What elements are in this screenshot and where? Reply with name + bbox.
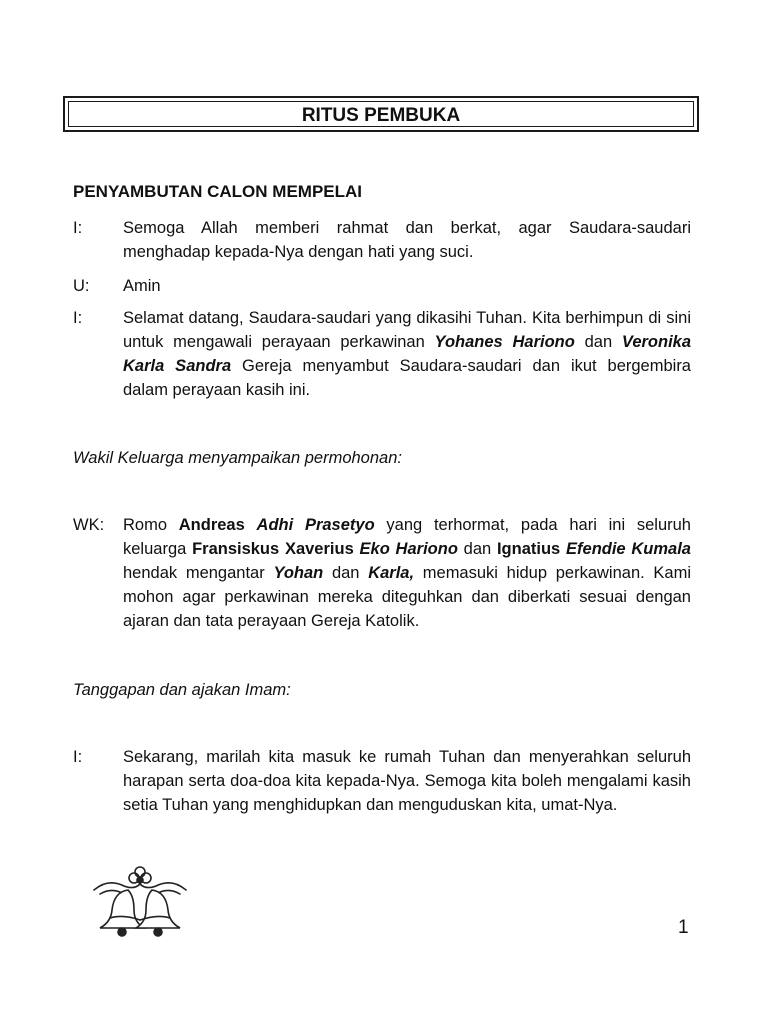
dialogue-line — [73, 216, 691, 264]
family1-first-name: Fransiskus Xaverius — [192, 540, 354, 558]
bride-name: Veronika Karla Sandra — [123, 333, 692, 375]
bride-short-name: Karla, — [368, 564, 415, 582]
priest-first-name: Andreas — [178, 516, 245, 534]
text-run: Selamat datang, Saudara-saudari yang dikasihi Tuhan. Kita berhimpun di sini untuk mengawali perayaan perkawinan — [123, 309, 691, 351]
family2-last-name: Efendie Kumala — [566, 540, 691, 558]
dialogue-text: Sekarang, marilah kita masuk ke rumah Tuhan dan menyerahkan seluruh harapan serta doa-doa kita kepada-Nya. Semoga kita boleh mengalami kasih setia Tuhan yang menghidupkan dan menguduskan kita, umat-Nya. — [123, 748, 691, 814]
dialogue-text — [123, 513, 691, 633]
rubric-priest: Tanggapan dan ajakan Imam: — [73, 681, 291, 699]
priest-last-name: Adhi Prasetyo — [256, 516, 375, 534]
groom-short-name: Yohan — [273, 564, 324, 582]
text-run: dan — [574, 333, 622, 351]
speaker-label: I: — [73, 748, 83, 766]
section-heading: PENYAMBUTAN CALON MEMPELAI — [73, 182, 363, 201]
speaker-label: I: — [73, 219, 83, 237]
page-title: RITUS PEMBUKA — [68, 101, 694, 127]
dialogue-text — [123, 306, 691, 402]
text-run: dan — [323, 564, 369, 582]
rubric-family: Wakil Keluarga menyampaikan permohonan: — [73, 449, 402, 467]
speaker-label: I: — [73, 309, 83, 327]
text-run: hendak mengantar — [123, 564, 274, 582]
dialogue-line — [73, 513, 691, 633]
dialogue-text: Semoga Allah memberi rahmat dan berkat, agar Saudara-saudari menghadap kepada-Nya dengan hati yang suci. — [123, 219, 691, 261]
speaker-label: U: — [73, 277, 90, 295]
dialogue-line — [73, 274, 691, 298]
groom-name: Yohanes Hariono — [434, 333, 575, 351]
text-run: Romo — [123, 516, 179, 534]
title-box — [63, 96, 699, 132]
text-run: dan — [457, 540, 497, 558]
text-run: Gereja menyambut Saudara-saudari dan ikut bergembira dalam perayaan kasih ini. — [123, 357, 691, 399]
dialogue-text: Amin — [123, 277, 161, 295]
wedding-bells-icon — [90, 864, 190, 944]
text-run — [245, 516, 257, 534]
speaker-label: WK: — [73, 516, 105, 534]
text-run: yang terhormat, pada hari ini seluruh keluarga — [123, 516, 691, 558]
page-number: 1 — [678, 917, 689, 938]
dialogue-line — [73, 745, 691, 817]
text-run: memasuki hidup perkawinan. Kami mohon agar perkawinan mereka diteguhkan dan diberkati sesuai dengan ajaran dan tata perayaan Gereja Katolik. — [123, 564, 692, 630]
family1-last-name: Eko Hariono — [359, 540, 458, 558]
dialogue-line — [73, 306, 691, 402]
family2-first-name: Ignatius — [496, 540, 561, 558]
